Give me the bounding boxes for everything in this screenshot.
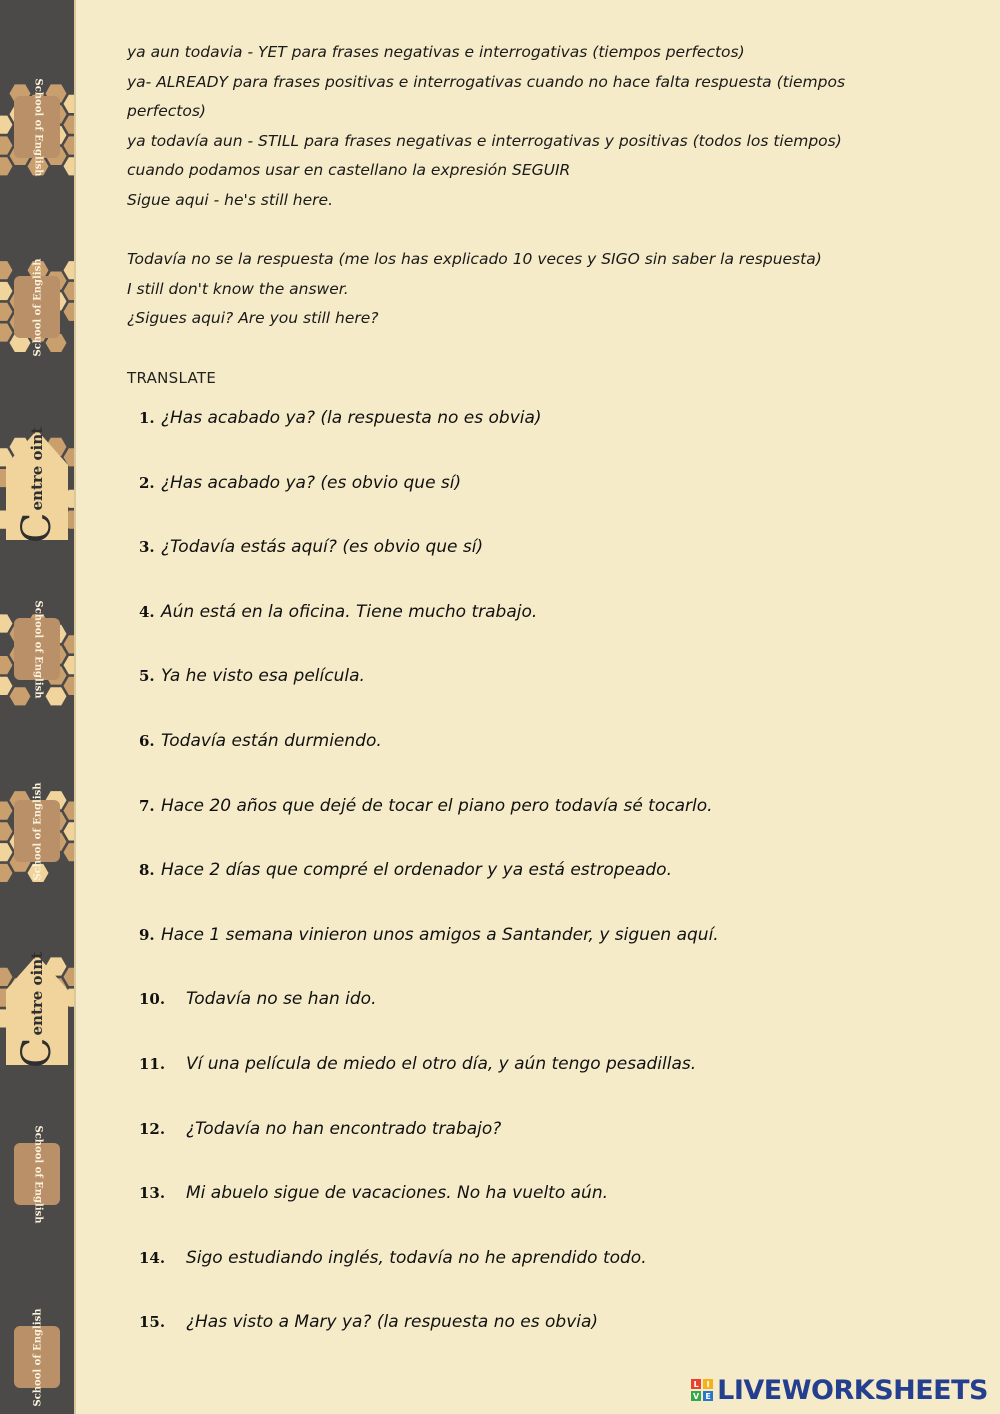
school-logo-text: School of English bbox=[32, 781, 44, 881]
exercise-item bbox=[139, 537, 483, 567]
exercise-item bbox=[139, 989, 377, 1019]
exercise-sentence: Hace 1 semana vinieron unos amigos a Santander, y siguen aquí. bbox=[161, 924, 719, 945]
exercise-item bbox=[139, 1054, 696, 1084]
exercise-item bbox=[139, 473, 461, 503]
exercise-number: 14. bbox=[139, 1248, 166, 1267]
exercise-number: 3. bbox=[139, 538, 155, 557]
brand-name: LIVEWORKSHEETS bbox=[717, 1374, 988, 1406]
band-divider bbox=[74, 0, 76, 1414]
exercise-number: 4. bbox=[139, 602, 155, 621]
school-logo-text: School of English bbox=[32, 77, 44, 177]
school-logo-text: School of English bbox=[32, 599, 44, 699]
school-logo-4 bbox=[8, 781, 68, 881]
centre-point-logo-2 bbox=[2, 951, 72, 1069]
cp-initial: C bbox=[14, 1037, 61, 1069]
honeycomb-cell bbox=[10, 687, 31, 705]
exercise-sentence: Mi abuelo sigue de vacaciones. No ha vuelto aún. bbox=[186, 1183, 609, 1204]
exercise-number: 13. bbox=[139, 1184, 166, 1203]
exercise-sentence: Aún está en la oficina. Tiene mucho trabajo. bbox=[161, 601, 538, 622]
explanation-line: Sigue aqui - he's still here. bbox=[127, 190, 334, 209]
exercise-sentence: Hace 20 años que dejé de tocar el piano pero todavía sé tocarlo. bbox=[161, 795, 713, 816]
honeycomb-cell bbox=[46, 687, 67, 705]
grammar-explanation bbox=[127, 38, 957, 334]
exercise-item bbox=[139, 1119, 501, 1149]
explanation-line: cuando podamos usar en castellano la expresión SEGUIR bbox=[127, 161, 571, 180]
school-logo-1 bbox=[8, 77, 68, 177]
centre-point-logo-1 bbox=[2, 426, 72, 544]
exercise-item bbox=[139, 602, 537, 632]
school-logo-2 bbox=[8, 257, 68, 357]
decorative-side-band bbox=[0, 0, 74, 1414]
badge-letter: I bbox=[703, 1379, 713, 1389]
school-logo-text: School of English bbox=[32, 257, 44, 357]
school-logo-text: School of English bbox=[32, 1307, 44, 1407]
exercise-number: 5. bbox=[139, 667, 155, 686]
exercise-number: 2. bbox=[139, 473, 155, 492]
cp-words: entre oint bbox=[27, 426, 46, 511]
exercise-sentence: ¿Todavía estás aquí? (es obvio que sí) bbox=[161, 537, 484, 558]
exercise-number: 9. bbox=[139, 925, 155, 944]
exercise-sentence: Sigo estudiando inglés, todavía no he aprendido todo. bbox=[186, 1247, 647, 1268]
exercise-sentence: ¿Has acabado ya? (es obvio que sí) bbox=[161, 472, 462, 493]
example-line: Todavía no se la respuesta (me los has explicado 10 veces y SIGO sin saber la respuesta) bbox=[127, 250, 822, 269]
worksheet-content bbox=[127, 38, 957, 334]
exercise-sentence: ¿Has visto a Mary ya? (la respuesta no es obvia) bbox=[186, 1312, 599, 1333]
liveworksheets-logo bbox=[691, 1372, 988, 1408]
cp-words: entre oint bbox=[27, 951, 46, 1036]
exercise-number: 6. bbox=[139, 732, 155, 750]
exercise-item bbox=[139, 1312, 598, 1342]
explanation-line: ya- ALREADY para frases positivas e interrogativas cuando no hace falta respuesta (tiempos bbox=[127, 72, 846, 91]
badge-letter: V bbox=[693, 1391, 700, 1401]
exercise-number: 15. bbox=[139, 1313, 166, 1332]
school-logo-5 bbox=[8, 1124, 68, 1224]
badge-letter: E bbox=[703, 1391, 713, 1401]
exercise-sentence: Todavía están durmiendo. bbox=[161, 731, 382, 751]
example-line: ¿Sigues aqui? Are you still here? bbox=[127, 309, 379, 328]
explanation-line: ya aun todavia - YET para frases negativas e interrogativas (tiempos perfectos) bbox=[127, 43, 745, 61]
explanation-line: ya todavía aun - STILL para frases negativas e interrogativas y positivas (todos los tiempos) bbox=[127, 131, 842, 150]
school-logo-6 bbox=[8, 1307, 68, 1407]
exercise-number: 11. bbox=[139, 1055, 166, 1073]
brand-badge-icon bbox=[691, 1379, 713, 1401]
exercise-item bbox=[139, 796, 713, 826]
exercise-item bbox=[139, 860, 672, 890]
school-logo-3 bbox=[8, 599, 68, 699]
exercise-item bbox=[139, 666, 365, 696]
exercise-item bbox=[139, 925, 719, 955]
cp-initial: C bbox=[14, 512, 61, 544]
badge-letter: L bbox=[691, 1379, 701, 1389]
exercise-item bbox=[139, 408, 542, 438]
school-logo-text: School of English bbox=[32, 1124, 44, 1224]
exercise-sentence: ¿Todavía no han encontrado trabajo? bbox=[186, 1118, 502, 1139]
exercise-number: 1. bbox=[139, 409, 155, 427]
exercise-sentence: Todavía no se han ido. bbox=[186, 989, 377, 1010]
exercise-sentence: Ví una película de miedo el otro día, y aún tengo pesadillas. bbox=[186, 1054, 697, 1074]
exercise-number: 12. bbox=[139, 1119, 166, 1138]
exercise-sentence: Hace 2 días que compré el ordenador y ya está estropeado. bbox=[161, 860, 672, 881]
exercise-sentence: Ya he visto esa película. bbox=[161, 666, 365, 687]
exercise-sentence: ¿Has acabado ya? (la respuesta no es obvia) bbox=[161, 408, 542, 428]
exercise-number: 8. bbox=[139, 861, 155, 880]
exercise-item bbox=[139, 1183, 608, 1213]
explanation-line: perfectos) bbox=[127, 102, 206, 121]
exercise-number: 10. bbox=[139, 990, 166, 1009]
example-line: I still don't know the answer. bbox=[127, 279, 349, 298]
exercise-number: 7. bbox=[139, 796, 155, 815]
exercise-item bbox=[139, 1248, 647, 1278]
translate-heading: TRANSLATE bbox=[127, 369, 217, 387]
exercise-item bbox=[139, 731, 382, 761]
